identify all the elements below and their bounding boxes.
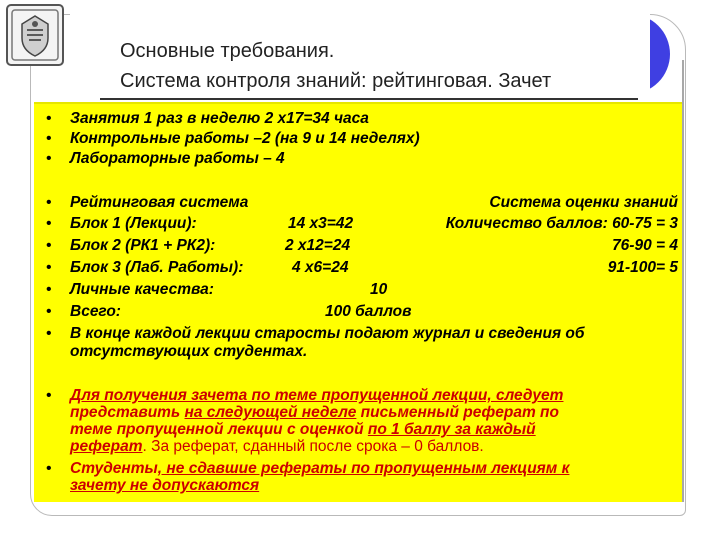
block2-value: 2 х12=24 — [285, 237, 351, 254]
note2-line1 — [70, 460, 569, 477]
title-underline — [100, 98, 638, 100]
grade-4-range: 76-90 = 4 — [612, 237, 678, 254]
block3-value: 4 х6=24 — [292, 259, 349, 276]
note2-line2 — [70, 477, 259, 494]
note1-line3 — [70, 421, 536, 438]
note1-deadline: на следующей неделе — [184, 404, 357, 421]
note1-line2a: представить — [70, 404, 185, 421]
note1-line3a: теме пропущенной лекции с оценкой — [70, 421, 368, 438]
total-label: Всего: — [70, 303, 121, 320]
block1-value: 14 х3=42 — [288, 215, 354, 232]
block1-label: Блок 1 (Лекции): — [70, 215, 197, 232]
note2-line1b: , не сдавшие рефераты по пропущенным лекциям к — [157, 460, 570, 477]
block3-label: Блок 3 (Лаб. Работы): — [70, 259, 244, 276]
bullet: • — [46, 130, 52, 147]
list-item: Лабораторные работы – 4 — [70, 150, 285, 167]
page-title-line1: Основные требования. — [120, 40, 335, 62]
note1-line2c: письменный реферат по — [356, 404, 559, 421]
personal-value: 10 — [370, 281, 388, 298]
list-item: Занятия 1 раз в неделю 2 х17=34 часа — [70, 110, 369, 127]
note1-late-rule: . За реферат, сданный после срока – 0 баллов. — [142, 438, 484, 455]
list-item: Контрольные работы –2 (на 9 и 14 неделях) — [70, 130, 420, 147]
bullet: • — [46, 150, 52, 167]
note1-line1-text: Для получения зачета по теме пропущенной лекции, следует — [70, 387, 564, 404]
note1-score: по 1 баллу за каждый — [367, 421, 536, 438]
total-value: 100 баллов — [325, 303, 412, 320]
rating-heading: Рейтинговая система — [70, 194, 249, 211]
note1-line1 — [70, 387, 563, 404]
bullet: • — [46, 259, 52, 276]
note1-line4 — [70, 438, 484, 455]
page-title-line2: Система контроля знаний: рейтинговая. Зачет — [120, 70, 552, 92]
grade-5-range: 91-100= 5 — [607, 259, 678, 276]
journal-line2: отсутствующих студентах. — [70, 343, 308, 360]
note1-line2 — [70, 404, 559, 421]
note2-students: Студенты — [70, 460, 158, 477]
bullet: • — [46, 215, 52, 232]
bullet: • — [46, 237, 52, 254]
university-crest-icon — [4, 2, 66, 68]
journal-line1: В конце каждой лекции старосты подают журнал и сведения об — [70, 325, 585, 342]
panel-right-edge — [682, 60, 684, 502]
bullet: • — [46, 281, 52, 298]
note2-line2-text: зачету не допускаются — [70, 477, 260, 494]
grade-3-range: Количество баллов: 60-75 = 3 — [445, 215, 678, 232]
panel-top-edge — [34, 102, 684, 104]
bullet: • — [46, 325, 52, 342]
bullet: • — [46, 194, 52, 211]
bullet: • — [46, 110, 52, 127]
bullet: • — [46, 460, 52, 477]
bullet: • — [46, 303, 52, 320]
personal-label: Личные качества: — [70, 281, 214, 298]
bullet: • — [46, 387, 52, 404]
grading-heading: Система оценки знаний — [489, 194, 678, 211]
block2-label: Блок 2 (РК1 + РК2): — [70, 237, 216, 254]
note1-essay: реферат — [70, 438, 143, 455]
